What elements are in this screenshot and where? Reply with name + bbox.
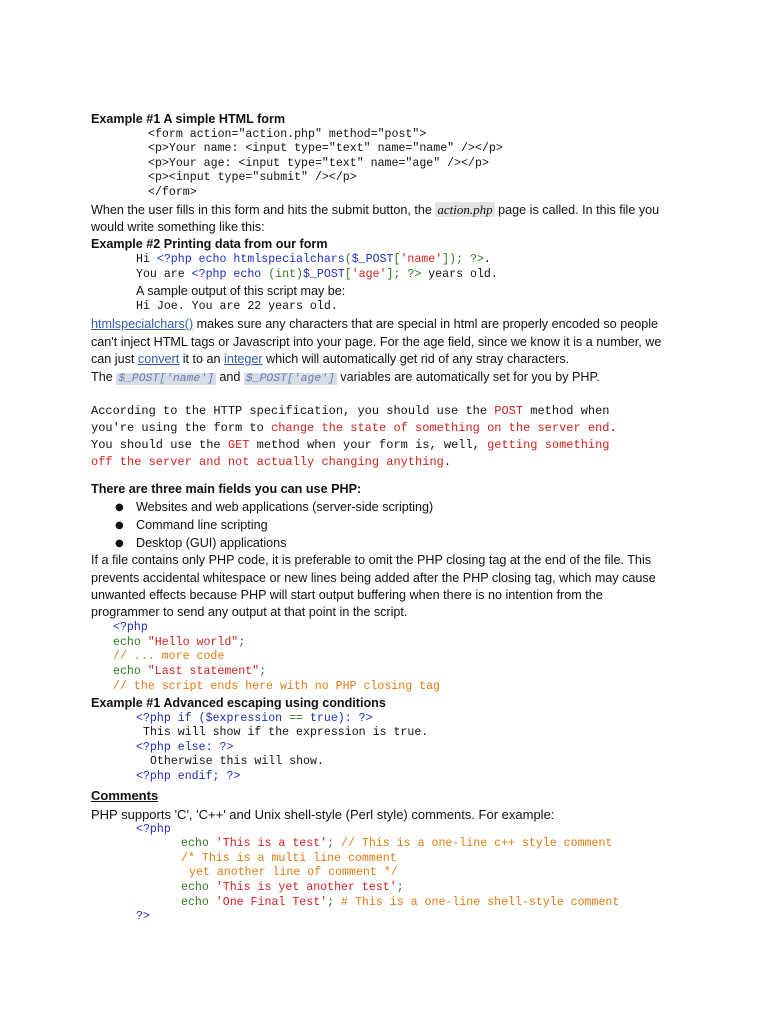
code-token: ;: [396, 881, 404, 894]
code-token: $expression: [205, 712, 283, 725]
code-token: echo: [181, 837, 216, 850]
code-token: ): ?>: [337, 712, 373, 725]
paragraph-line: programmer to send any output at that point in the script.: [91, 605, 408, 619]
code-line: <?php else: ?>: [136, 741, 234, 754]
sample-output-label: A sample output of this script may be:: [136, 284, 346, 298]
code-comment: yet another line of comment */: [189, 866, 398, 879]
code-line: </form>: [148, 186, 197, 199]
code-token: ;: [259, 665, 267, 678]
code-line: <?php: [136, 823, 171, 836]
code-token: echo: [113, 665, 148, 678]
bullet-icon: ●: [115, 502, 124, 513]
code-token: echo: [181, 896, 216, 909]
spec-line: [91, 403, 610, 420]
code-token: [: [344, 268, 352, 281]
code-token: echo: [181, 881, 216, 894]
text: .: [443, 455, 452, 469]
text: variables are automatically set for you by PHP.: [336, 370, 600, 384]
paragraph-line: [91, 351, 569, 368]
code-token: [: [393, 253, 401, 266]
code-token: # This is a one-line shell-style comment: [341, 896, 620, 909]
text: According to the HTTP specification, you should use the: [91, 404, 495, 418]
code-token: 'This is yet another test': [215, 881, 397, 894]
code-line: [181, 896, 619, 911]
code-token: 'name': [400, 253, 443, 266]
comments-heading: Comments: [91, 788, 159, 803]
code-line: [136, 253, 491, 268]
text: you're using the form to: [91, 421, 272, 435]
paragraph-line: unwanted effects because PHP will start output buffering when there is no intention from the: [91, 588, 603, 602]
code-line: [181, 837, 612, 852]
paragraph-line: prevents accidental whitespace or new lines being added after the PHP closing tag, which may cause: [91, 571, 656, 585]
variable-post-age: $_POST['age']: [245, 373, 335, 385]
code-token: "Last statement": [147, 665, 260, 678]
code-token: $_POST: [351, 253, 394, 266]
code-line: This will show if the expression is true.: [143, 726, 429, 739]
code-token: years old.: [421, 268, 498, 281]
code-line: [181, 881, 404, 896]
code-token: ]); ?>: [442, 253, 484, 266]
example-2-title: Example #2 Printing data from our form: [91, 237, 328, 251]
text: You should use the: [91, 438, 228, 452]
text: method when your form is, well,: [249, 438, 488, 452]
bullet-icon: ●: [115, 538, 124, 549]
code-token: echo: [113, 636, 148, 649]
text: can just: [91, 352, 138, 366]
code-token: .: [483, 253, 491, 266]
link-convert[interactable]: convert: [137, 352, 180, 366]
code-token: ;: [327, 837, 342, 850]
code-token: $_POST: [303, 268, 345, 281]
code-comment: /* This is a multi line comment: [181, 852, 397, 865]
text: method when: [523, 404, 610, 418]
text: makes sure any characters that are special in html are properly encoded so people: [193, 317, 659, 331]
code-token: 'This is a test': [215, 837, 328, 850]
code-token: ]; ?>: [386, 268, 422, 281]
spec-line: [91, 454, 451, 471]
paragraph-line: If a file contains only PHP code, it is preferable to omit the PHP closing tag at the end of the file. This: [91, 553, 652, 567]
text: getting something: [487, 438, 610, 452]
code-token: <?php echo: [191, 268, 269, 281]
code-token: htmlspecialchars: [233, 253, 345, 266]
code-line: <form action="action.php" method="post">: [148, 128, 427, 141]
code-line: ?>: [136, 910, 150, 923]
code-token: true: [309, 712, 338, 725]
code-token: "Hello world": [147, 636, 239, 649]
text: which will automatically get rid of any stray characters.: [262, 352, 570, 366]
comments-intro: PHP supports 'C', 'C++' and Unix shell-style (Perl style) comments. For example:: [91, 807, 555, 822]
list-item: Command line scripting: [136, 518, 268, 532]
link-htmlspecialchars[interactable]: htmlspecialchars(): [91, 317, 194, 331]
text: off the server and not actually changing anything: [91, 455, 444, 469]
code-line: <p><input type="submit" /></p>: [148, 171, 357, 184]
text: GET: [227, 438, 250, 452]
spec-line: [91, 420, 617, 437]
code-token: <?php echo: [156, 253, 234, 266]
link-integer[interactable]: integer: [224, 352, 263, 366]
code-token: <?php if (: [136, 712, 206, 725]
code-token: 'age': [351, 268, 387, 281]
code-line: [136, 712, 373, 727]
paragraph-line: would write something like this:: [91, 220, 265, 234]
code-token: ;: [238, 636, 246, 649]
paragraph-line: [91, 201, 659, 219]
text: .: [609, 421, 617, 435]
code-token: (int): [268, 268, 303, 281]
spec-line: [91, 437, 610, 454]
fields-heading: There are three main fields you can use PHP:: [91, 482, 362, 496]
text: page is called. In this file you: [494, 203, 660, 217]
example-3-title: Example #1 Advanced escaping using conditions: [91, 696, 386, 710]
text: change the state of something on the server end: [271, 421, 610, 435]
text: it to an: [179, 352, 225, 366]
bullet-icon: ●: [115, 520, 124, 531]
code-token: ;: [327, 896, 342, 909]
code-token: // This is a one-line c++ style comment: [341, 837, 613, 850]
code-token: 'One Final Test': [215, 896, 328, 909]
code-line: [113, 665, 266, 680]
sample-output: Hi Joe. You are 22 years old.: [136, 300, 338, 313]
code-token: You are: [136, 268, 192, 281]
paragraph-line: can't inject HTML tags or Javascript into your page. For the age field, since we know it is a number, we: [91, 335, 662, 349]
code-line: <?php: [113, 621, 148, 634]
example-1-title: Example #1 A simple HTML form: [91, 112, 286, 126]
code-token: (: [344, 253, 352, 266]
paragraph-line: [91, 316, 658, 333]
code-line: [136, 268, 498, 283]
code-comment: // ... more code: [113, 650, 225, 663]
text: The: [91, 370, 117, 384]
code-token: Hi: [136, 253, 157, 266]
code-line: <p>Your age: <input type="text" name="age" /></p>: [148, 157, 489, 170]
text: When the user fills in this form and hits the submit button, the: [91, 203, 436, 217]
text: and: [215, 370, 244, 384]
variable-post-name: $_POST['name']: [118, 373, 214, 385]
code-line: [113, 636, 245, 651]
list-item: Websites and web applications (server-side scripting): [136, 500, 434, 514]
code-line: <p>Your name: <input type="text" name="name" /></p>: [148, 142, 503, 155]
file-name-action-php: action.php: [437, 202, 493, 217]
list-item: Desktop (GUI) applications: [136, 536, 287, 550]
code-line: <?php endif; ?>: [136, 770, 241, 783]
code-line: Otherwise this will show.: [150, 755, 324, 768]
code-comment: // the script ends here with no PHP closing tag: [113, 680, 440, 693]
text: POST: [494, 404, 524, 418]
code-token: ==: [282, 712, 310, 725]
paragraph-line: [91, 369, 600, 387]
